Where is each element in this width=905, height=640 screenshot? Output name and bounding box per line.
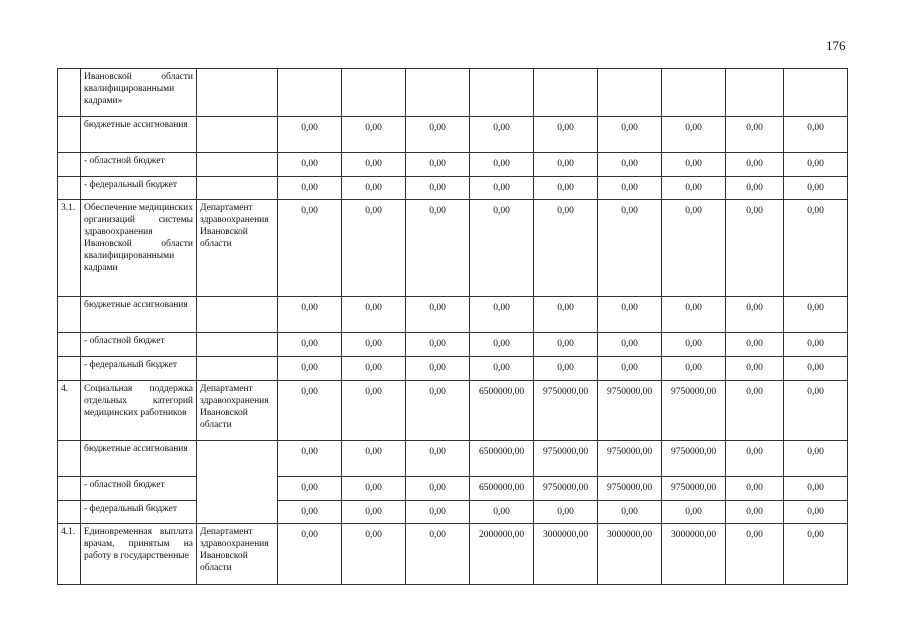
value-cell [406, 69, 470, 117]
value-cell: 0,00 [726, 441, 784, 477]
value-cell: 0,00 [342, 524, 406, 585]
row-number-cell [58, 501, 81, 524]
value-cell: 0,00 [662, 200, 726, 297]
row-name-cell: - областной бюджет [81, 477, 197, 501]
row-name-cell: Единовременная выплата врачам, принятым на работу в государственные [81, 524, 197, 585]
value-cell: 0,00 [784, 153, 848, 177]
row-name-cell: Социальная поддержка отдельных категорий медицинских работников [81, 381, 197, 441]
value-cell: 0,00 [726, 177, 784, 200]
value-cell: 0,00 [534, 177, 598, 200]
table-row [58, 117, 848, 153]
budget-table [57, 68, 848, 585]
value-cell: 0,00 [662, 153, 726, 177]
value-cell: 0,00 [726, 381, 784, 441]
row-name-cell: Обеспечение медицинских организаций системы здравоохранения Ивановской области квалифицированными кадрами [81, 200, 197, 297]
value-cell: 0,00 [278, 333, 342, 357]
value-cell: 0,00 [726, 117, 784, 153]
value-cell: 9750000,00 [662, 381, 726, 441]
value-cell: 0,00 [278, 501, 342, 524]
value-cell: 9750000,00 [598, 381, 662, 441]
value-cell: 0,00 [406, 200, 470, 297]
row-name-cell: - областной бюджет [81, 333, 197, 357]
value-cell: 0,00 [534, 153, 598, 177]
value-cell: 0,00 [662, 333, 726, 357]
value-cell [784, 69, 848, 117]
executor-cell [197, 177, 278, 200]
page-number: 176 [826, 38, 846, 53]
value-cell [470, 69, 534, 117]
value-cell: 0,00 [406, 381, 470, 441]
row-number-cell [58, 177, 81, 200]
value-cell: 0,00 [726, 477, 784, 501]
value-cell [726, 69, 784, 117]
executor-cell: Департамент здравоохранения Ивановской области [197, 200, 278, 297]
value-cell: 0,00 [598, 297, 662, 333]
row-number-cell: 4.1. [58, 524, 81, 585]
row-name-cell: бюджетные ассигнования [81, 441, 197, 477]
table-row [58, 333, 848, 357]
value-cell: 0,00 [470, 297, 534, 333]
value-cell: 0,00 [784, 200, 848, 297]
value-cell: 0,00 [598, 117, 662, 153]
value-cell: 0,00 [470, 357, 534, 381]
value-cell: 9750000,00 [534, 477, 598, 501]
value-cell: 0,00 [726, 501, 784, 524]
value-cell [662, 69, 726, 117]
value-cell: 0,00 [726, 297, 784, 333]
row-number-cell: 3.1. [58, 200, 81, 297]
row-number-cell [58, 333, 81, 357]
table-row [58, 477, 848, 501]
value-cell: 0,00 [726, 200, 784, 297]
row-number-cell [58, 153, 81, 177]
value-cell: 0,00 [342, 441, 406, 477]
row-number-cell [58, 477, 81, 501]
row-number-cell [58, 69, 81, 117]
value-cell: 0,00 [278, 297, 342, 333]
value-cell: 0,00 [406, 297, 470, 333]
value-cell [598, 69, 662, 117]
value-cell: 0,00 [784, 381, 848, 441]
value-cell: 0,00 [784, 117, 848, 153]
value-cell: 0,00 [278, 200, 342, 297]
value-cell: 0,00 [342, 357, 406, 381]
value-cell: 0,00 [342, 200, 406, 297]
value-cell: 0,00 [406, 477, 470, 501]
value-cell: 3000000,00 [534, 524, 598, 585]
value-cell: 9750000,00 [598, 477, 662, 501]
value-cell: 0,00 [278, 381, 342, 441]
table-row [58, 524, 848, 585]
row-number-cell [58, 441, 81, 477]
value-cell: 0,00 [278, 441, 342, 477]
value-cell: 0,00 [278, 177, 342, 200]
value-cell: 0,00 [784, 177, 848, 200]
value-cell [534, 69, 598, 117]
value-cell: 0,00 [470, 177, 534, 200]
table-row [58, 357, 848, 381]
value-cell: 0,00 [598, 153, 662, 177]
executor-cell: Департамент здравоохранения Ивановской области [197, 524, 278, 585]
row-number-cell: 4. [58, 381, 81, 441]
row-name-cell: бюджетные ассигнования [81, 117, 197, 153]
table-row [58, 381, 848, 441]
value-cell: 0,00 [278, 524, 342, 585]
value-cell: 0,00 [534, 200, 598, 297]
value-cell: 0,00 [278, 153, 342, 177]
row-number-cell [58, 117, 81, 153]
value-cell: 9750000,00 [598, 441, 662, 477]
value-cell: 0,00 [342, 153, 406, 177]
value-cell: 0,00 [342, 297, 406, 333]
value-cell: 0,00 [662, 117, 726, 153]
value-cell: 0,00 [662, 501, 726, 524]
value-cell: 0,00 [726, 524, 784, 585]
value-cell: 0,00 [784, 333, 848, 357]
value-cell: 3000000,00 [662, 524, 726, 585]
table-row [58, 441, 848, 477]
value-cell: 0,00 [534, 333, 598, 357]
row-name-cell: Ивановской области квалифицированными кадрами» [81, 69, 197, 117]
value-cell: 0,00 [470, 333, 534, 357]
value-cell: 0,00 [784, 441, 848, 477]
value-cell: 0,00 [534, 501, 598, 524]
value-cell: 0,00 [342, 501, 406, 524]
row-name-cell: - федеральный бюджет [81, 501, 197, 524]
value-cell: 0,00 [406, 333, 470, 357]
value-cell: 9750000,00 [534, 381, 598, 441]
row-name-cell: - федеральный бюджет [81, 357, 197, 381]
row-number-cell [58, 297, 81, 333]
value-cell: 0,00 [470, 501, 534, 524]
executor-cell [197, 297, 278, 333]
value-cell: 0,00 [278, 117, 342, 153]
value-cell: 0,00 [784, 357, 848, 381]
value-cell: 0,00 [598, 200, 662, 297]
table-row [58, 297, 848, 333]
value-cell: 0,00 [470, 153, 534, 177]
value-cell: 0,00 [726, 153, 784, 177]
value-cell: 0,00 [784, 501, 848, 524]
value-cell: 0,00 [342, 381, 406, 441]
value-cell: 2000000,00 [470, 524, 534, 585]
value-cell: 0,00 [342, 177, 406, 200]
value-cell: 0,00 [726, 333, 784, 357]
value-cell [278, 69, 342, 117]
value-cell: 0,00 [470, 200, 534, 297]
executor-cell [197, 117, 278, 153]
value-cell: 0,00 [662, 297, 726, 333]
value-cell: 9750000,00 [662, 441, 726, 477]
value-cell: 0,00 [278, 357, 342, 381]
value-cell: 0,00 [406, 501, 470, 524]
table-row [58, 200, 848, 297]
value-cell: 0,00 [534, 357, 598, 381]
row-name-cell: - федеральный бюджет [81, 177, 197, 200]
table-row [58, 69, 848, 117]
value-cell: 0,00 [278, 477, 342, 501]
value-cell: 0,00 [598, 357, 662, 381]
executor-cell: Департамент здравоохранения Ивановской области [197, 381, 278, 441]
value-cell [342, 69, 406, 117]
value-cell: 0,00 [406, 177, 470, 200]
value-cell: 6500000,00 [470, 477, 534, 501]
value-cell: 0,00 [784, 477, 848, 501]
value-cell: 0,00 [598, 333, 662, 357]
executor-cell [197, 333, 278, 357]
value-cell: 0,00 [784, 524, 848, 585]
value-cell: 6500000,00 [470, 381, 534, 441]
value-cell: 0,00 [406, 117, 470, 153]
table-row [58, 177, 848, 200]
executor-cell [197, 153, 278, 177]
value-cell: 0,00 [342, 117, 406, 153]
value-cell: 0,00 [534, 117, 598, 153]
value-cell: 0,00 [406, 357, 470, 381]
value-cell: 0,00 [342, 477, 406, 501]
value-cell: 6500000,00 [470, 441, 534, 477]
value-cell: 0,00 [726, 357, 784, 381]
executor-cell [197, 69, 278, 117]
executor-cell [197, 441, 278, 524]
value-cell: 3000000,00 [598, 524, 662, 585]
value-cell: 0,00 [662, 177, 726, 200]
value-cell: 0,00 [534, 297, 598, 333]
row-number-cell [58, 357, 81, 381]
row-name-cell: бюджетные ассигнования [81, 297, 197, 333]
value-cell: 0,00 [342, 333, 406, 357]
value-cell: 0,00 [406, 153, 470, 177]
value-cell: 0,00 [470, 117, 534, 153]
value-cell: 9750000,00 [534, 441, 598, 477]
value-cell: 0,00 [406, 524, 470, 585]
value-cell: 0,00 [598, 501, 662, 524]
row-name-cell: - областной бюджет [81, 153, 197, 177]
value-cell: 9750000,00 [662, 477, 726, 501]
value-cell: 0,00 [662, 357, 726, 381]
executor-cell [197, 357, 278, 381]
value-cell: 0,00 [598, 177, 662, 200]
value-cell: 0,00 [784, 297, 848, 333]
value-cell: 0,00 [406, 441, 470, 477]
table-row [58, 501, 848, 524]
table-row [58, 153, 848, 177]
